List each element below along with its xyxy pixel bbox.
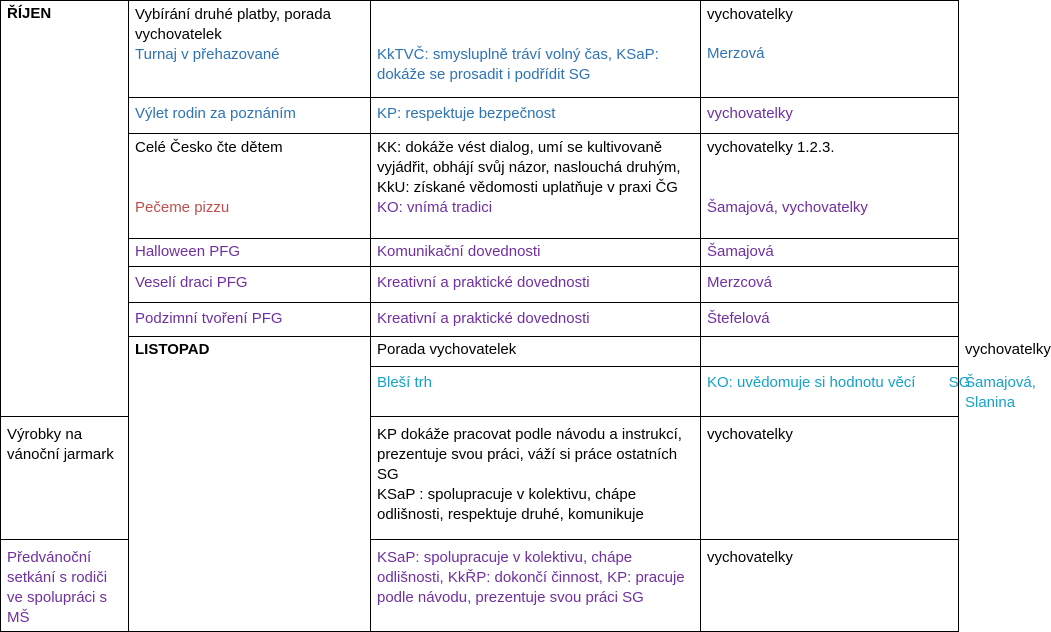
- goal-text: Komunikační dovednosti: [377, 243, 541, 260]
- event-text: Bleší trh: [377, 374, 433, 391]
- event-text: Předvánoční setkání s rodiči ve spolupráci s MŠ: [7, 549, 108, 626]
- goal-text: KkTVČ: smysluplně tráví volný čas, KSaP: dokáže se prosadit i podřídit SG: [377, 46, 659, 83]
- event-cell: [1, 417, 129, 540]
- event-cell: [129, 239, 371, 267]
- person-text: Štefelová: [707, 310, 770, 327]
- event-text: Výrobky na vánoční jarmark: [7, 426, 114, 463]
- goal-cell: [701, 367, 971, 417]
- month-text: ŘÍJEN: [7, 5, 52, 22]
- person-text: vychovatelky: [965, 341, 1051, 358]
- goal-text: Kreativní a praktické dovednosti: [377, 310, 590, 327]
- person-cell: [701, 134, 959, 239]
- goal-cell: [701, 337, 959, 367]
- goal-cell: [371, 417, 701, 540]
- person-text: Šamajová, vychovatelky: [707, 199, 868, 216]
- goal-text: KO: uvědomuje si hodnotu věcí SG: [707, 374, 971, 391]
- person-text: vychovatelky: [707, 105, 793, 122]
- table-row: [1, 337, 959, 367]
- person-cell: [701, 417, 959, 540]
- person-cell: [701, 98, 959, 134]
- goal-text: KO: vnímá tradici: [377, 199, 493, 216]
- event-text: Halloween PFG: [135, 243, 241, 260]
- event-cell: [129, 303, 371, 337]
- table-row: [1, 267, 959, 303]
- person-text: Merzcová: [707, 274, 773, 291]
- table-row: [1, 134, 959, 239]
- person-cell: [701, 540, 959, 632]
- event-text: Podzimní tvoření PFG: [135, 310, 283, 327]
- event-text: Pečeme pizzu: [135, 199, 230, 216]
- goal-cell: [371, 134, 701, 239]
- event-text: Vybírání druhé platby, porada vychovatelek: [135, 6, 331, 43]
- person-text: vychovatelky 1.2.3.: [707, 139, 835, 156]
- goal-cell: [371, 540, 701, 632]
- month-text: LISTOPAD: [135, 341, 210, 358]
- month-label-rijen: [1, 1, 129, 417]
- event-text: Celé Česko čte dětem: [135, 139, 283, 156]
- event-cell: [129, 1, 371, 98]
- event-cell: [129, 267, 371, 303]
- person-text: vychovatelky: [707, 426, 793, 443]
- event-cell: [129, 98, 371, 134]
- goal-text: KSaP : spolupracuje v kolektivu, chápe odlišnosti, respektuje druhé, komunikuje: [377, 486, 644, 523]
- person-text: vychovatelky: [707, 549, 793, 566]
- table-row: [1, 98, 959, 134]
- goal-text: KSaP: spolupracuje v kolektivu, chápe odlišnosti, KkŘP: dokončí činnost, KP: pracuje podle návodu, prezentuje svou práci SG: [377, 549, 685, 606]
- person-cell: [701, 239, 959, 267]
- person-text: vychovatelky: [707, 6, 793, 23]
- table-row: [1, 239, 959, 267]
- event-text: Porada vychovatelek: [377, 341, 517, 358]
- person-text: Merzová: [707, 45, 765, 62]
- person-cell: [701, 1, 959, 98]
- table-row: [1, 1, 959, 98]
- goal-text: KK: dokáže vést dialog, umí se kultivovaně vyjádřit, obhájí svůj názor, naslouchá druhým,: [377, 139, 681, 176]
- event-cell: [1, 540, 129, 632]
- table-row: [1, 303, 959, 337]
- event-cell: [371, 337, 701, 367]
- person-text: Šamajová, Slanina: [965, 374, 1036, 411]
- goal-cell: [371, 98, 701, 134]
- goal-cell: [371, 1, 701, 98]
- event-cell: [371, 367, 701, 417]
- person-cell: [701, 303, 959, 337]
- event-text: Výlet rodin za poznáním: [135, 105, 296, 122]
- month-label-listopad: [129, 337, 371, 632]
- goal-text: Kreativní a praktické dovednosti: [377, 274, 590, 291]
- event-text: Turnaj v přehazované: [135, 46, 280, 63]
- goal-text: KP dokáže pracovat podle návodu a instrukcí, prezentuje svou práci, váží si práce ostatních SG: [377, 426, 682, 483]
- goal-text: KP: respektuje bezpečnost: [377, 105, 556, 122]
- goal-cell: [371, 239, 701, 267]
- event-text: Veselí draci PFG: [135, 274, 248, 291]
- person-text: Šamajová: [707, 243, 774, 260]
- goal-cell: [371, 303, 701, 337]
- event-cell: [129, 134, 371, 239]
- person-cell: [701, 267, 959, 303]
- goal-cell: [371, 267, 701, 303]
- goal-text: KkU: získané vědomosti uplatňuje v praxi ČG: [377, 179, 678, 196]
